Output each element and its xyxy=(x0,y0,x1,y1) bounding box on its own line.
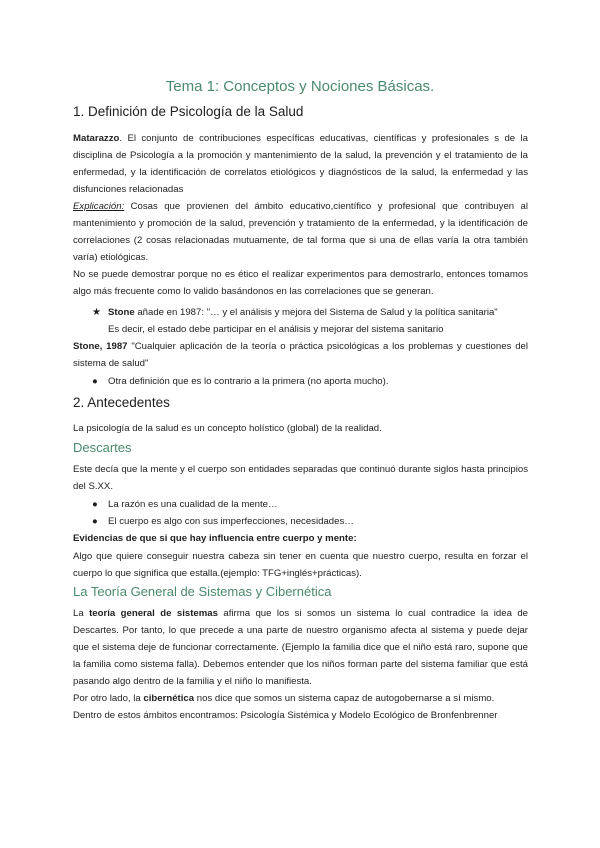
stone-definition-paragraph xyxy=(73,338,528,372)
ciber-bold: cibernética xyxy=(143,693,195,704)
stone-author: Stone xyxy=(108,307,135,318)
holistico-text: La psicología de la salud es un concepto holístico (global) de la realidad. xyxy=(73,423,382,434)
descartes-text: Este decía que la mente y el cuerpo son entidades separadas que continuó durante siglos hasta principios del S.XX. xyxy=(73,464,528,492)
stone-star-item xyxy=(92,304,528,338)
list-item-razon xyxy=(92,496,278,513)
teoria-text: afirma que los si somos un sistema lo cual contradice la idea de Descartes. Por tanto, lo que precede a una parte de nuestro organismo afecta al sistema y puede dejar que el sistema deje de funcionar correctamente. (Ejemplo la familia dice que el niño está raro, supone que la familia como sistema falla). Debemos entender que los niños forman parte del sistema familiar que está pasando algo dentro de la familia y el niño lo manifiesta. xyxy=(73,608,529,687)
matarazzo-paragraph xyxy=(73,130,528,300)
descartes-heading: Descartes xyxy=(73,440,132,455)
teoria-sistemas-heading: La Teoría General de Sistemas y Cibernética xyxy=(73,584,332,599)
evidencias-text: Algo que quiere conseguir nuestra cabeza sin tener en cuenta que nuestro cuerpo, resulta en forzar el cuerpo lo que significa que estalla.(ejemplo: TFG+inglés+prácticas). xyxy=(73,551,528,579)
matarazzo-author: Matarazzo xyxy=(73,133,120,144)
list-item-text: El cuerpo es algo con sus imperfecciones, necesidades… xyxy=(108,516,354,527)
list-item-cuerpo xyxy=(92,513,354,530)
explicacion-text: Cosas que provienen del ámbito educativo,científico y profesional que contribuyen al mantenimiento y promoción de la salud, prevención y tratamiento de la enfermedad, y la identificación de correlaciones (2 cosas relacionadas mutuamente, de tal forma que si una de ellas varía la otra también varía) etiológicas. xyxy=(73,201,528,263)
explicacion-label: Explicación: xyxy=(73,201,125,212)
page-title: Tema 1: Conceptos y Nociones Básicas. xyxy=(165,78,435,95)
ciber-text: nos dice que somos un sistema capaz de autogobernarse a sí mismo. xyxy=(194,693,495,704)
stone-add-line2: Es decir, el estado debe participar en el análisis y mejorar del sistema sanitario xyxy=(108,324,444,335)
teoria-sistemas-paragraph xyxy=(73,605,528,724)
bullet-icon: ● xyxy=(92,376,98,387)
stone-add-text: añade en 1987: "… y el análisis y mejora del Sistema de Salud y la política sanitaria" xyxy=(134,307,498,318)
teoria-bold: teoría general de sistemas xyxy=(89,608,218,619)
star-bullet-icon: ★ xyxy=(92,307,101,318)
no-demostrar-text: No se puede demostrar porque no es ético el realizar experimentos para demostrarlo, entonces tomamos algo más frecuente como lo valido basándonos en las correlaciones que se generan. xyxy=(73,269,528,297)
bullet-icon: ● xyxy=(92,516,98,527)
stone-def-author: Stone, 1987 xyxy=(73,341,128,352)
bullet-icon: ● xyxy=(92,499,98,510)
matarazzo-text: . El conjunto de contribuciones específicas educativas, científicas y profesionales s de la disciplina de Psicología a la promoción y mantenimiento de la salud, la prevención y el tratamiento de la enfermedad, y la identificación de correlatos etiológicos y diagnósticos de la salud, la enfermedad y las disfunciones relacionadas xyxy=(73,133,528,195)
evidencias-heading: Evidencias de que si que hay influencia entre cuerpo y mente: xyxy=(73,533,357,544)
section-heading-definicion: 1. Definición de Psicología de la Salud xyxy=(73,104,304,119)
list-item-text: La razón es una cualidad de la mente… xyxy=(108,499,278,510)
ciber-pre: Por otro lado, la xyxy=(73,693,144,704)
section-heading-antecedentes: 2. Antecedentes xyxy=(73,395,170,410)
stone-def-text: "Cualquier aplicación de la teoría o práctica psicológicas a los problemas y cuestiones del sistema de salud" xyxy=(73,341,529,369)
list-item-otra-def xyxy=(92,373,389,390)
otra-def-text: Otra definición que es lo contrario a la primera (no aporta mucho). xyxy=(108,376,389,387)
ambitos-text: Dentro de estos ámbitos encontramos: Psicología Sistémica y Modelo Ecológico de Bronfenbrenner xyxy=(73,710,498,721)
teoria-pre: La xyxy=(73,608,90,619)
